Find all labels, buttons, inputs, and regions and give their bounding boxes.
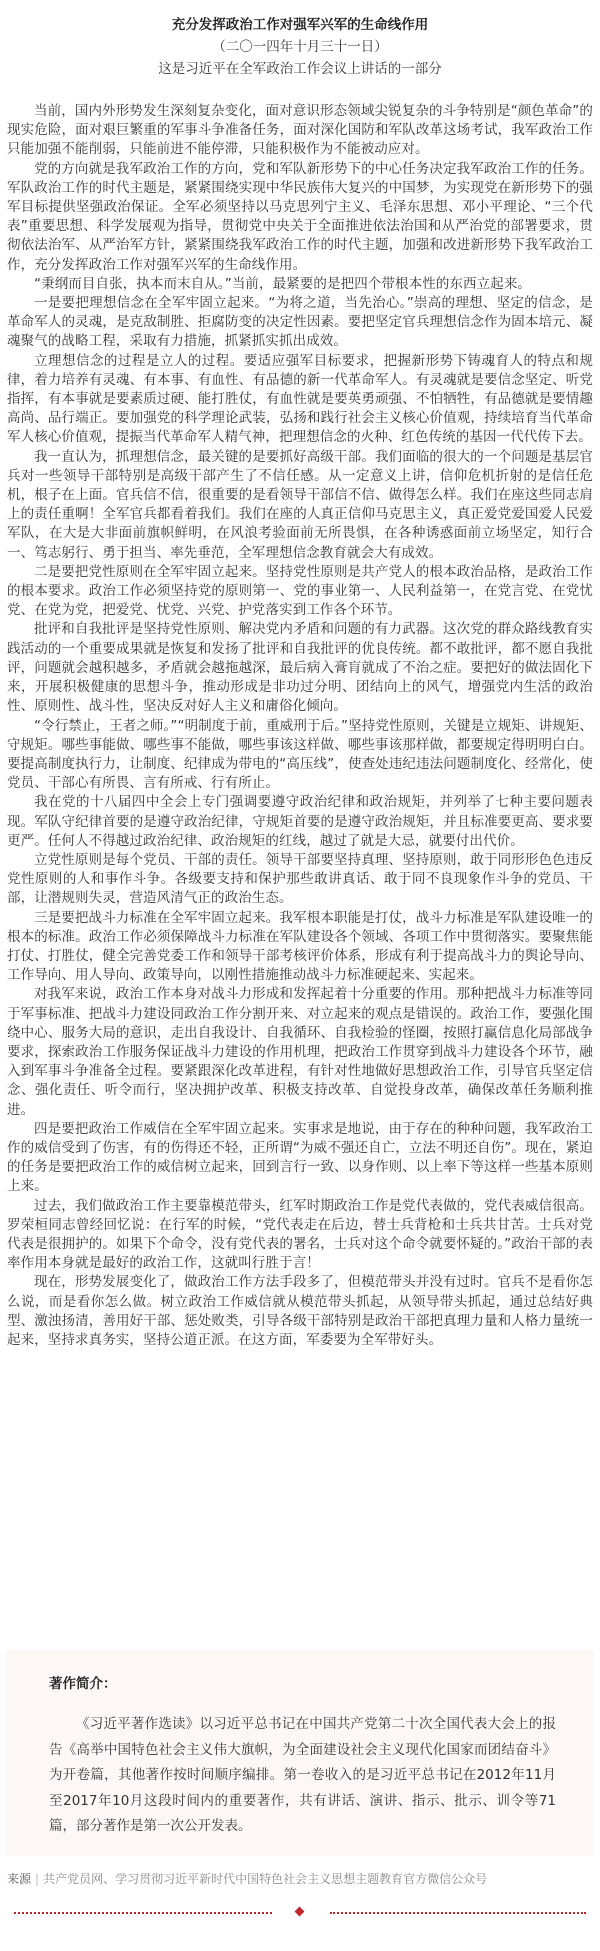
source-line [7, 1870, 593, 1888]
book-intro-text: 《习近平著作选读》以习近平总书记在中国共产党第二十次全国代表大会上的报告《高举中国特色社会主义伟大旗帜，为全面建设社会主义现代化国家而团结奋斗》为开卷篇，其他著作按时间顺序编排。第一卷收入的是习近平总书记在2012年11月至2017年10月这段时间内的重要著作，共有讲话、演讲、指示、批示、训令等71篇，部分著作是第一次公开发表。 [49, 1716, 556, 1834]
paragraph: 一是要把理想信念在全军牢固立起来。“为将之道，当先治心。”崇高的理想、坚定的信念，是革命军人的灵魂，是克敌制胜、拒腐防变的决定性因素。要把坚定官兵理想信念作为固本培元、凝魂聚气的战略工程，采取有力措施，抓紧抓实抓出成效。 [7, 295, 593, 350]
paragraph: 对我军来说，政治工作本身对战斗力形成和发挥起着十分重要的作用。那种把战斗力标准等同于军事标准、把战斗力建设同政治工作分割开来、对立起来的观点是错误的。政治工作，要强化围绕中心、服务大局的意识，走出自我设计、自我循环、自我检验的怪圈，按照打赢信息化局部战争要求，探索政治工作服务保证战斗力建设的作用机理，把政治工作贯穿到战斗力建设各个环节，融入到军事斗争准备全过程。要紧跟深化改革进程，有针对性地做好思想政治工作，引导官兵坚定信念、强化责任、听令而行，坚决拥护改革、积极支持改革、自觉投身改革，确保改革任务顺利推进。 [7, 986, 593, 1118]
article-title: 充分发挥政治工作对强军兴军的生命线作用 [171, 17, 429, 33]
divider-dotted-line-right [330, 1912, 586, 1914]
source-label: 来源 [7, 1872, 32, 1886]
paragraph: 党的方向就是我军政治工作的方向，党和军队新形势下的中心任务决定我军政治工作的任务。军队政治工作的时代主题是，紧紧围绕实现中华民族伟大复兴的中国梦，为实现党在新形势下的强军目标提供坚强政治保证。全军必须坚持以马克思列宁主义、毛泽东思想、邓小平理论、“三个代表”重要思想、科学发展观为指导，贯彻党中央关于全面推进依法治国和从严治党的部署要求，贯彻依法治军、从严治军方针，紧紧围绕我军政治工作的时代主题，加强和改进新形势下我军政治工作，充分发挥政治工作对强军兴军的生命线作用。 [7, 160, 593, 273]
divider-dotted-line-left [14, 1912, 272, 1914]
source-separator: | [35, 1872, 40, 1886]
diamond-icon [295, 1907, 305, 1917]
spacer [7, 80, 593, 102]
book-intro-heading: 著作简介： [49, 1676, 117, 1692]
paragraph: 二是要把党性原则在全军牢固立起来。坚持党性原则是共产党人的根本政治品格，是政治工作的根本要求。政治工作必须坚持党的原则第一、党的事业第一、人民利益第一，在党言党、在党忧党、在党为党，把爱党、忧党、兴党、护党落实到工作各个环节。 [7, 563, 593, 619]
ornamental-divider [14, 1906, 586, 1918]
article-note: 这是习近平在全军政治工作会议上讲话的一部分 [158, 61, 442, 77]
article-date: （二〇一四年十月三十一日） [212, 39, 388, 55]
book-intro-box [6, 1650, 594, 1856]
source-text: 共产党员网、学习贯彻习近平新时代中国特色社会主义思想主题教育官方微信公众号 [43, 1872, 488, 1886]
paragraph: 现在，形势发展变化了，做政治工作方法手段多了，但模范带头并没有过时。官兵不是看你怎么说，而是看你怎么做。树立政治工作威信就从模范带头抓起，从领导带头抓起，通过总结好典型、激浊扬清，善用好干部、惩处败类，引导各级干部特别是政治干部把真理力量和人格力量统一起来，坚持求真务实，坚持公道正派。在这方面，军委要为全军带好头。 [7, 1274, 593, 1348]
paragraph: 三是要把战斗力标准在全军牢固立起来。我军根本职能是打仗，战斗力标准是军队建设唯一的根本的标准。政治工作必须保障战斗力标准在军队建设各个领域、各项工作中贯彻落实。要聚焦能打仗、打胜仗，健全完善党委工作和领导干部考核评价体系，形成有利于提高战斗力的舆论导向、工作导向、用人导向、政策导向，以刚性措施推动战斗力标准硬起来、实起来。 [7, 909, 593, 984]
paragraph: 过去，我们做政治工作主要靠模范带头，红军时期政治工作是党代表做的，党代表威信很高。罗荣桓同志曾经回忆说：在行军的时候，“党代表走在后边，替士兵背枪和士兵共甘苦。士兵对党代表是很拥护的。如果下个命令，没有党代表的署名，士兵对这个命令就要怀疑的。”政治干部的表率作用本身就是最好的政治工作，这就叫行胜于言！ [7, 1197, 593, 1272]
paragraph: 立党性原则是每个党员、干部的责任。领导干部要坚持真理、坚持原则，敢于同形形色色违反党性原则的人和事作斗争。各级要支持和保护那些敢讲真话、敢于同不良现象作斗争的党员、干部，让潜规则失灵，营造风清气正的政治生态。 [7, 851, 593, 907]
paragraph: 我在党的十八届四中全会上专门强调要遵守政治纪律和政治规矩，并列举了七种主要问题表现。军队守纪律首要的是遵守政治纪律，守规矩首要的是遵守政治规矩，并且标准要更高、要求要更严。任何人不得越过政治纪律、政治规矩的红线，越过了就是大忌，就要付出代价。 [7, 794, 593, 849]
paragraph: 四是要把政治工作威信在全军牢固立起来。实事求是地说，由于存在的种种问题，我军政治工作的威信受到了伤害，有的伤得还不轻，正所谓“为威不强还自亡，立法不明还自伤”。现在，紧迫的任务是要把政治工作的威信树立起来，回到言行一致、以身作则、以上率下等这样一些基本原则上来。 [7, 1120, 593, 1195]
article [7, 12, 593, 1350]
paragraph: “秉纲而目自张，执本而末自从。”当前，最紧要的是把四个带根本性的东西立起来。 [34, 275, 532, 292]
paragraph: 批评和自我批评是坚持党性原则、解决党内矛盾和问题的有力武器。这次党的群众路线教育实践活动的一个重要成果就是恢复和发扬了批评和自我批评的优良传统。都不敢批评，都不愿自我批评，问题就会越积越多，矛盾就会越拖越深，最后病入膏肓就成了不治之症。要把好的做法固化下来，开展积极健康的思想斗争，推动形成是非功过分明、团结向上的风气，增强党内生活的政治性、原则性、战斗性，坚决反对好人主义和庸俗化倾向。 [7, 621, 593, 715]
article-body [7, 102, 593, 1350]
paragraph: 当前，国内外形势发生深刻复杂变化，面对意识形态领域尖锐复杂的斗争特别是“颜色革命”的现实危险，面对艰巨繁重的军事斗争准备任务，面对深化国防和军队改革这场考试，我军政治工作只能加强不能削弱，只能前进不能停滞，只能积极作为不能被动应对。 [7, 103, 593, 158]
paragraph: 我一直认为，抓理想信念，最关键的是要抓好高级干部。我们面临的很大的一个问题是基层官兵对一些领导干部特别是高级干部产生了不信任感。从一定意义上讲，信仰危机折射的是信任危机，根子在上面。官兵信不信，很重要的是看领导干部信不信、做得怎么样。我们在座这些同志肩上的责任重啊！全军官兵都看着我们。我们在座的人真正信仰马克思主义，真正爱党爱国爱人民爱军队，在大是大非面前旗帜鲜明，在风浪考验面前无所畏惧，在各种诱惑面前立场坚定，知行合一、笃志躬行、勇于担当、率先垂范，全军理想信念教育就会大有成效。 [7, 448, 593, 561]
paragraph: 立理想信念的过程是立人的过程。要适应强军目标要求，把握新形势下铸魂育人的特点和规律，着力培养有灵魂、有本事、有血性、有品德的新一代革命军人。有灵魂就是要信念坚定、听党指挥，有本事就是要素质过硬、能打胜仗，有血性就是要英勇顽强、不怕牺牲，有品德就是要情趣高尚、品行端正。要加强党的科学理论武装，弘扬和践行社会主义核心价值观，持续培育当代革命军人核心价值观，提振当代革命军人精气神，把理想信念的火种、红色传统的基因一代代传下去。 [7, 352, 593, 446]
paragraph: “令行禁止，王者之师。”“明制度于前，重威刑于后。”坚持党性原则，关键是立规矩、讲规矩、守规矩。哪些事能做、哪些事不能做，哪些事该这样做、哪些事该那样做，都要规定得明明白白。要提高制度执行力，让制度、纪律成为带电的“高压线”，使查处违纪违法问题制度化、经常化，使党员、干部心有所畏、言有所戒、行有所止。 [7, 717, 593, 792]
